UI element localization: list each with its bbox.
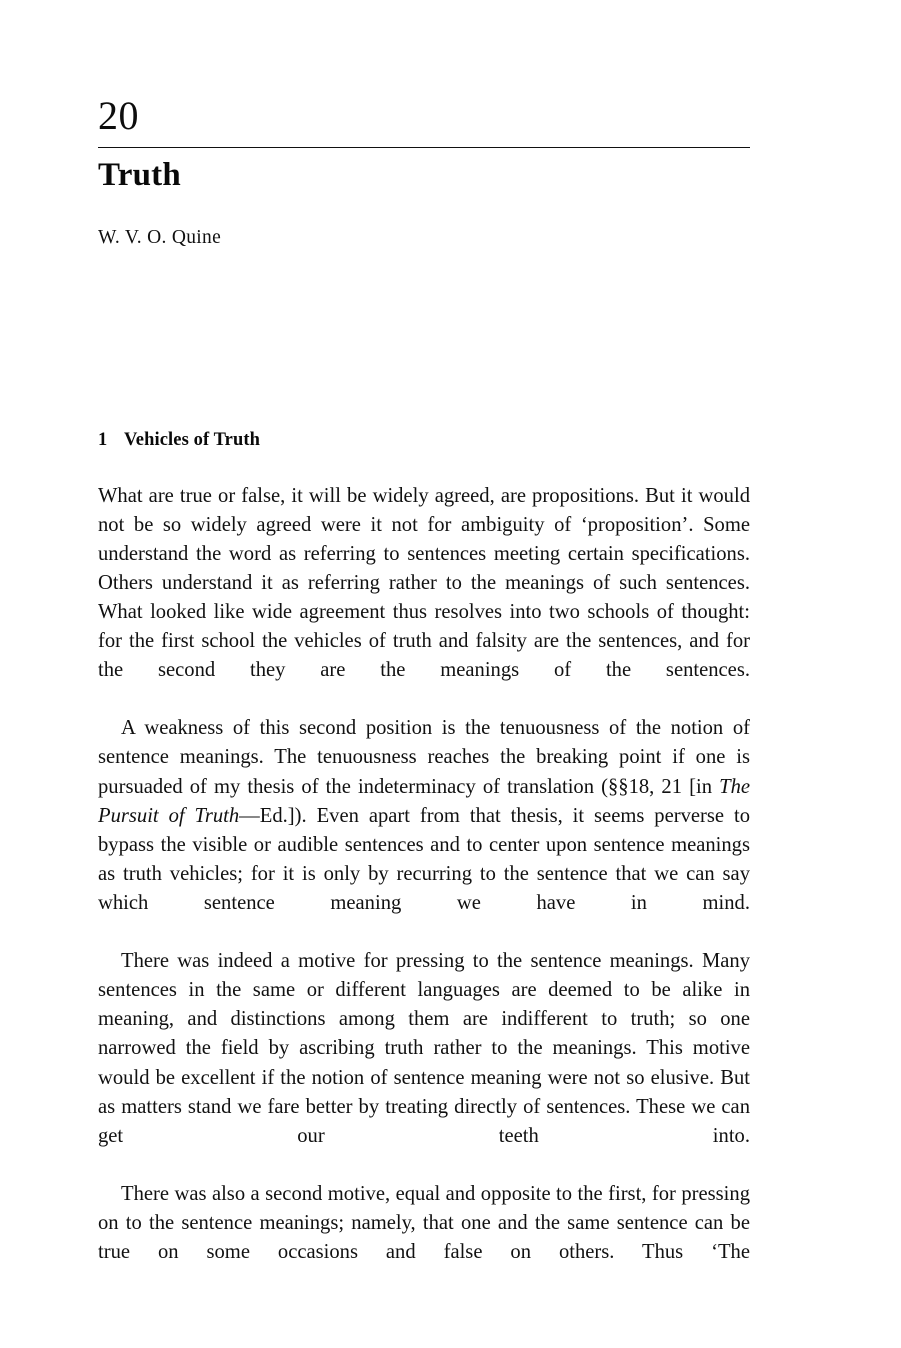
paragraph-text-segment: A weakness of this second position is the tenuousness of the notion of sentence meanings. The tenuousness reaches the breaking point if one is pursuaded of my thesis of the indeterminacy of translation (§§18, 21 [in: [98, 717, 750, 798]
title-divider-rule: [98, 147, 750, 148]
section-heading: [98, 430, 750, 451]
paragraph: There was indeed a motive for pressing to the sentence meanings. Many sentences in the same or different languages are deemed to be alike in meaning, and distinctions among them are indifferent to truth; so one narrowed the field by ascribing truth rather to the meanings. This motive would be excellent if the notion of sentence meaning were not so elusive. But as matters stand we fare better by treating directly of sentences. These we can get our teeth into.: [98, 950, 750, 1147]
page-title: Truth: [98, 157, 181, 193]
author-name: W. V. O. Quine: [98, 226, 222, 248]
chapter-number: 20: [98, 93, 139, 138]
section-title: Vehicles of Truth: [124, 429, 261, 450]
paragraph-text-segment: —Ed.]). Even apart from that thesis, it seems perverse to bypass the visible or audible sentences and to center upon sentence meanings as truth vehicles; for it is only by recurring to the sentence that we can say which sentence meaning we have in mind.: [98, 804, 750, 914]
paragraph: [98, 714, 750, 947]
body-text: [98, 482, 750, 1297]
paragraph: What are true or false, it will be widely agreed, are propositions. But it would not be so widely agreed were it not for ambiguity of ‘proposition’. Some understand the word as referring to sentences meeting certain specifications. Others understand it as referring rather to the meanings of such sentences. What looked like wide agreement thus resolves into two schools of thought: for the first school the vehicles of truth and falsity are the sentences, and for the second they are the meanings of the sentences.: [98, 484, 750, 682]
paragraph: There was also a second motive, equal and opposite to the first, for pressing on to the sentence meanings; namely, that one and the same sentence can be true on some occasions and false on others. Thus ‘The: [98, 1182, 750, 1264]
book-title-italic: The Pursuit of Truth: [98, 775, 750, 827]
section-number: 1: [98, 429, 108, 450]
page-content-column: [98, 0, 750, 1296]
